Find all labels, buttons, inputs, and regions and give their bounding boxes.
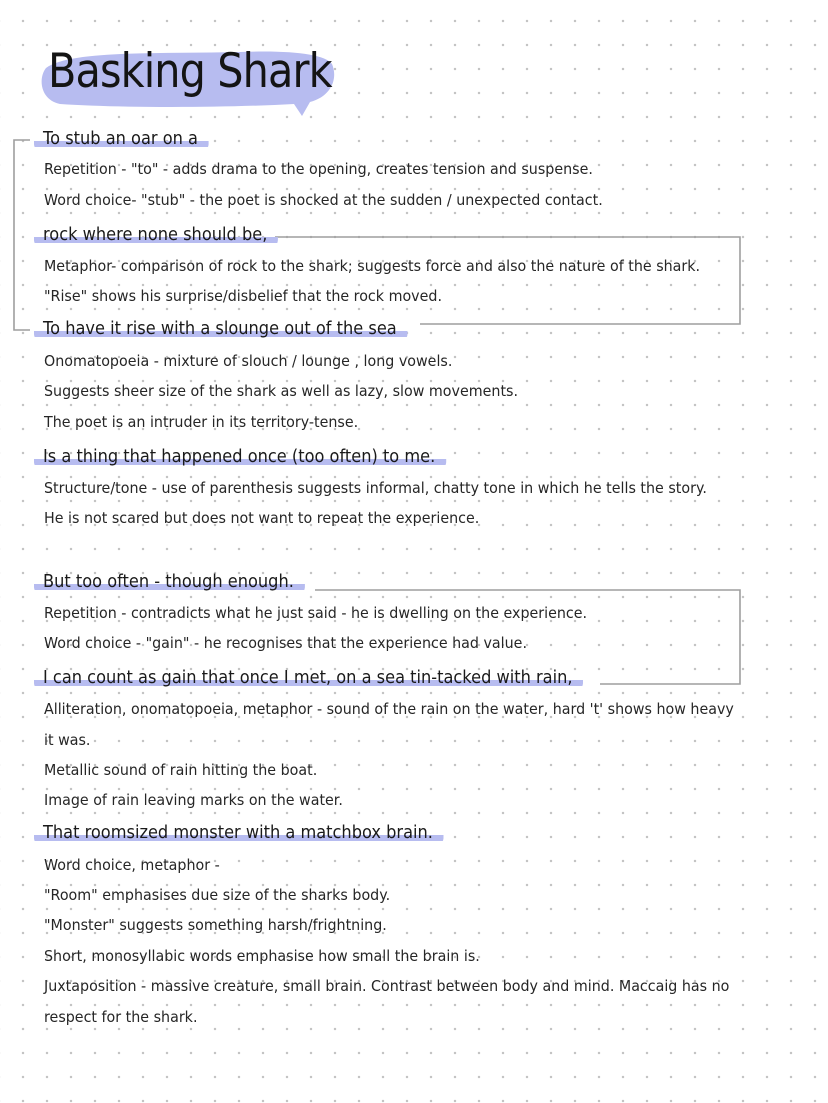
note-line: Metallic sound of rain hitting the boat. xyxy=(44,761,318,779)
note-line: Short, monosyllabic words emphasise how small the brain is. xyxy=(44,947,480,965)
note-line: it was. xyxy=(44,731,91,749)
note-line: "Monster" suggests something harsh/frightning. xyxy=(44,916,387,934)
note-line: Word choice - "gain" - he recognises that the experience had value. xyxy=(44,634,527,652)
page-title: Basking Shark xyxy=(48,44,332,99)
note-line: Suggests sheer size of the shark as well as lazy, slow movements. xyxy=(44,382,519,400)
poem-line-1: To stub an oar on a xyxy=(34,128,209,150)
note-line: Repetition - "to" - adds drama to the opening, creates tension and suspense. xyxy=(44,160,593,178)
note-line: Repetition - contradicts what he just said - he is dwelling on the experience. xyxy=(44,604,588,622)
note-line: "Rise" shows his surprise/disbelief that the rock moved. xyxy=(44,287,442,305)
note-line: Alliteration, onomatopoeia, metaphor - sound of the rain on the water, hard 't' shows how heavy xyxy=(44,700,734,718)
note-line: Word choice, metaphor - xyxy=(44,856,220,874)
poem-line-3: To have it rise with a slounge out of the sea xyxy=(34,318,408,340)
note-line: Word choice- "stub" - the poet is shocked at the sudden / unexpected contact. xyxy=(44,191,603,209)
note-line: Onomatopoeia - mixture of slouch / lounge , long vowels. xyxy=(44,352,453,370)
note-line: Image of rain leaving marks on the water. xyxy=(44,791,343,809)
poem-line-5: But too often - though enough. xyxy=(34,571,305,593)
note-line: Metaphor- comparison of rock to the shark; suggests force and also the nature of the shark. xyxy=(44,257,701,275)
bracket-right-top xyxy=(275,237,740,324)
note-line: Juxtaposition - massive creature, small brain. Contrast between body and mind. Maccaig has no xyxy=(44,977,730,995)
note-line: Structure/tone - use of parenthesis suggests informal, chatty tone in which he tells the story. xyxy=(44,479,707,497)
poem-line-6: I can count as gain that once I met, on a sea tin-tacked with rain, xyxy=(34,667,583,689)
note-line: He is not scared but does not want to repeat the experience. xyxy=(44,509,480,527)
note-line: The poet is an intruder in its territory-tense. xyxy=(44,413,359,431)
note-line: "Room" emphasises due size of the sharks body. xyxy=(44,886,391,904)
bracket-left xyxy=(14,140,30,330)
poem-line-7: That roomsized monster with a matchbox brain. xyxy=(34,822,444,844)
poem-line-2: rock where none should be, xyxy=(34,224,278,246)
note-line: respect for the shark. xyxy=(44,1008,198,1026)
poem-line-4: Is a thing that happened once (too often) to me. xyxy=(34,446,446,468)
